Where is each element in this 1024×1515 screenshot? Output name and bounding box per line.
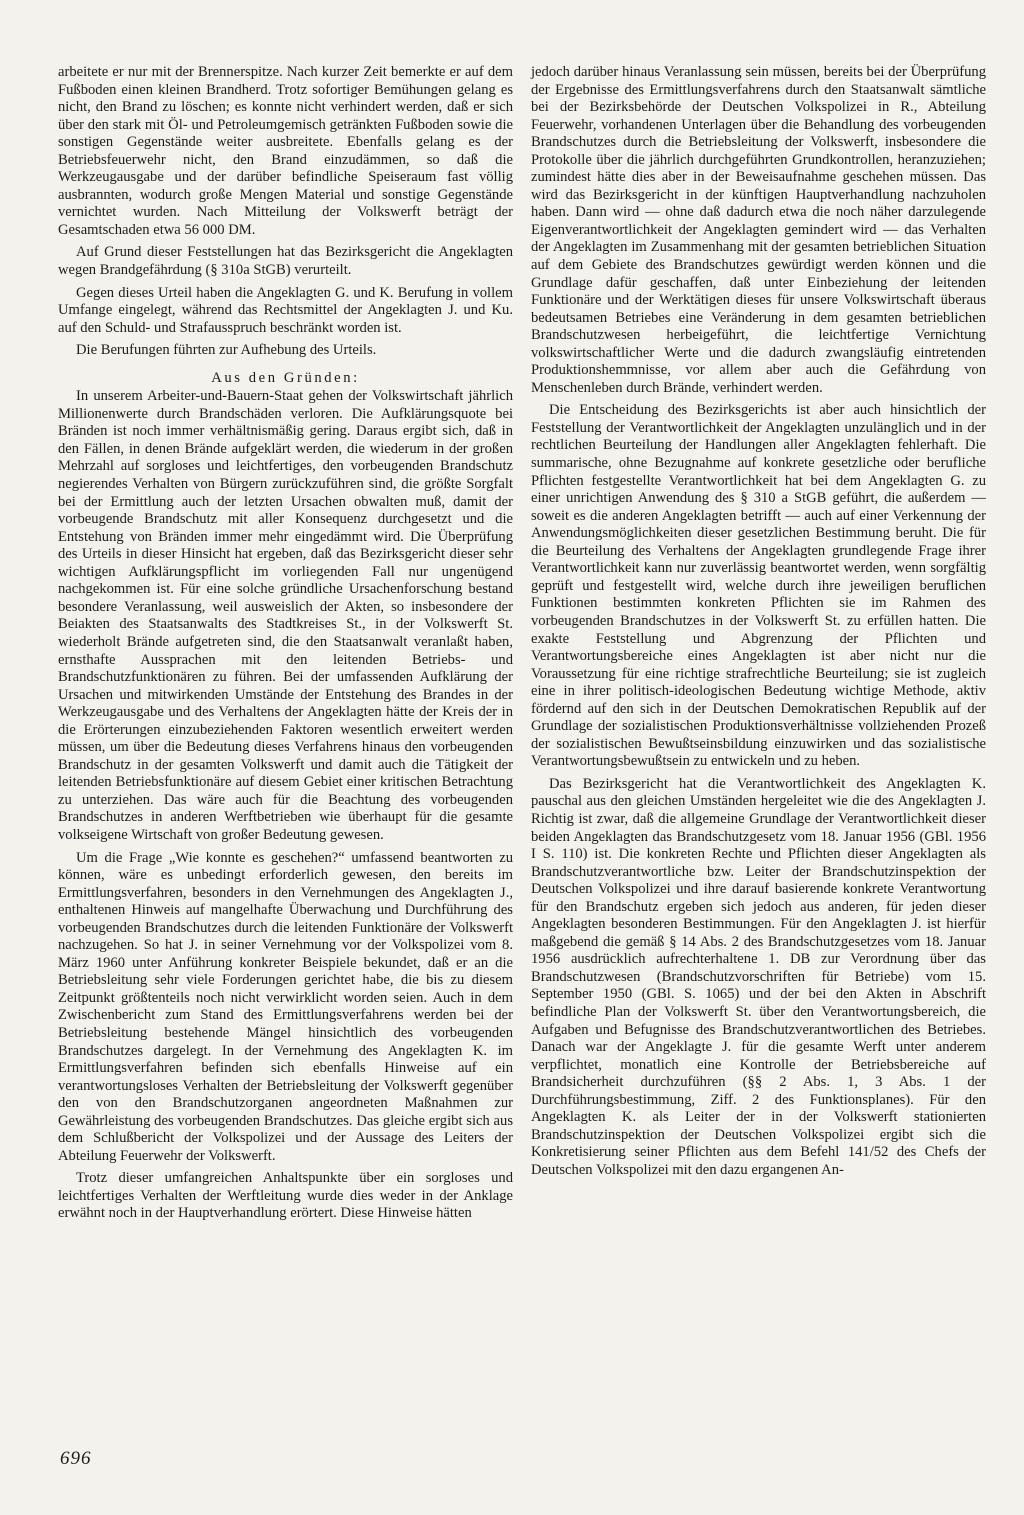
paragraph: Die Entscheidung des Bezirksgerichts ist aber auch hinsichtlich der Feststellung der Verantwortlichkeit der Angeklagten unzulänglich und in der rechtlichen Beurteilung der Handlungen aller Angeklagten fehlerhaft. Die summarische, ohne Bezugnahme auf konkrete gesetzliche oder berufliche Pflichten festgestellte Verantwortlichkeit hat bei dem Angeklagten G. zu einer unrichtigen Anwendung des § 310 a StGB geführt, die außerdem — soweit es die anderen Angeklagten betrifft — auch auf einer Verkennung der Anwendungsmöglichkeiten dieser gesetzlichen Bestimmung beruht. Die für die Beurteilung des Verhaltens der Angeklagten grundlegende Frage ihrer Verantwortlichkeit kann nur zuverlässig beantwortet werden, wenn sorgfältig geprüft und festgestellt wird, welche durch ihre jeweiligen beruflichen Funktionen bestimmten konkreten Pflichten sie im Rahmen des vorbeugenden Brandschutzes in der Volkswerft St. zu erfüllen hatten. Die exakte Feststellung und Abgrenzung der Pflichten und Verantwortungsbereiche eines Angeklagten ist aber nicht nur die Voraussetzung für eine richtige strafrechtliche Beurteilung; sie ist zugleich eine in ihrer politisch-ideologischen Bedeutung wichtige Methode, aktiv fördernd auf den sich in der Deutschen Demokratischen Republik auf der Grundlage der sozialistischen Produktionsverhältnisse vollziehenden Prozeß der sozialistischen Bewußtseinsbildung einzuwirken und das sozialistische Verantwortungsbewußtsein zu entwickeln und zu heben. bbox=[531, 402, 986, 770]
section-heading: Aus den Gründen: bbox=[211, 369, 360, 386]
paragraph: arbeitete er nur mit der Brennerspitze. Nach kurzer Zeit bemerkte er auf dem Fußboden einen kleinen Brandherd. Trotz sofortiger Bemühungen gelang es nicht, den Brand zu löschen; es konnte nicht verhindert werden, daß er sich über den stark mit Öl- und Petroleumgemisch getränkten Fußboden sowie die sonstigen Gegenstände weiter ausbreitete. Ebenfalls gelang es der Betriebsfeuerwehr nicht, den Brand einzudämmen, so daß die Werkzeugausgabe und der darüber befindliche Speiseraum fast völlig ausbrannten, wodurch große Mengen Material und sonstige Gegenstände vernichtet wurden. Nach Mitteilung der Volkswerft beträgt der Gesamtschaden etwa 56 000 DM. bbox=[58, 64, 513, 238]
paragraph: Trotz dieser umfangreichen Anhaltspunkte über ein sorgloses und leichtfertiges Verhalten der Werftleitung wurde dies weder in der Anklage erwähnt noch in der Hauptverhandlung erörtert. Diese Hinweise hätten bbox=[58, 1170, 513, 1222]
paragraph: Das Bezirksgericht hat die Verantwortlichkeit des Angeklagten K. pauschal aus den gleichen Umständen hergeleitet wie die des Angeklagten J. Richtig ist zwar, daß die allgemeine Grundlage der Verantwortlichkeit dieser beiden Angeklagten das Brandschutzgesetz vom 18. Januar 1956 (GBl. 1956 I S. 110) ist. Die konkreten Rechte und Pflichten dieser Angeklagten als Brandschutzverantwortliche bzw. Leiter der Brandschutzinspektion der Deutschen Volkspolizei und ihre darauf basierende konkrete Verantwortung für den Brandschutz ergeben sich jedoch aus anderen, für jeden dieser Angeklagten besonderen Bestimmungen. Für den Angeklagten J. ist hierfür maßgebend die gemäß § 14 Abs. 2 des Brandschutzgesetzes vom 18. Januar 1956 ausdrücklich aufrechterhaltene 1. DB zur Verordnung über das Brandschutzwesen (Brandschutzvorschriften für Betriebe) vom 15. September 1950 (GBl. S. 1065) und der bei den Akten in Abschrift befindliche Plan der Volkswerft St. über den Verantwortungsbereich, die Aufgaben und Befugnisse des Brandschutzverantwortlichen des Betriebes. Danach war der Angeklagte J. für die gesamte Werft unter anderem verpflichtet, monatlich eine Kontrolle der Betriebsbereiche auf Brandsicherheit durchzuführen (§§ 2 Abs. 1, 3 Abs. 1 der Durchführungsbestimmung, Ziff. 2 des Funktionsplanes). Für den Angeklagten K. als Leiter der in der Volkswerft stationierten Brandschutzinspektion der Deutschen Volkspolizei ergibt sich die Konkretisierung seiner Pflichten aus dem Befehl 141/52 des Chefs der Deutschen Volkspolizei mit den dazu ergangenen An- bbox=[531, 775, 986, 1178]
page-number: 696 bbox=[60, 1448, 92, 1469]
paragraph: In unserem Arbeiter-und-Bauern-Staat gehen der Volkswirtschaft jährlich Millionenwerte durch Brandschäden verloren. Die Aufklärungsquote bei Bränden ist noch immer verhältnismäßig gering. Daraus ergibt sich, daß in den Fällen, in denen Brände aufgeklärt werden, die wiederum in der großen Mehrzahl auf sorgloses und leichtfertiges, den vorbeugenden Brandschutz negierendes Verhalten von Bürgern zurückzuführen sind, die größte Sorgfalt bei der Ermittlung auch der letzten Ursachen obwalten muß, damit der vorbeugende Brandschutz mit aller Konsequenz durchgesetzt und die Entstehung von Bränden immer mehr eingedämmt wird. Die Überprüfung des Urteils in dieser Hinsicht hat ergeben, daß das Bezirksgericht dieser sehr wichtigen Aufklärungspflicht im vorliegenden Fall nur ungenügend nachgekommen ist. Für eine solche gründliche Ursachenforschung bestand besondere Veranlassung, weil ausweislich der Akten, so insbesondere der Beiakten des Staatsanwalts des Stadtkreises St., in der Volkswerft St. wiederholt Brände aufgetreten sind, die den Staatsanwalt veranlaßt haben, ernsthafte Aussprachen mit den leitenden Betriebs- und Brandschutzfunktionären zu führen. Bei der umfassenden Aufklärung der Ursachen und mitwirkenden Umstände der Entstehung des Brandes in der Werkzeugausgabe und des Verhaltens der Angeklagten hätte der Kreis der in die Erörterungen einzubeziehenden Faktoren wesentlich erweitert werden müssen, um über die Bedeutung dieses Verfahrens hinaus den vorbeugenden Brandschutz in der gesamten Volkswerft und damit auch die Tätigkeit der leitenden Betriebsfunktionäre auf diesem Gebiet einer kritischen Betrachtung zu unterziehen. Das wäre auch für die Beachtung des vorbeugenden Brandschutzes in anderen Werftbetrieben wie überhaupt für die gesamte volkseigene Wirtschaft von großer Bedeutung gewesen. bbox=[58, 388, 513, 843]
paragraph: Gegen dieses Urteil haben die Angeklagten G. und K. Berufung in vollem Umfange eingelegt, während das Rechtsmittel der Angeklagten J. und Ku. auf den Schuld- und Strafausspruch beschränkt worden ist. bbox=[58, 284, 513, 336]
left-column bbox=[58, 64, 513, 1223]
paragraph: jedoch darüber hinaus Veranlassung sein müssen, bereits bei der Überprüfung der Ergebnisse des Ermittlungsverfahrens durch den Staatsanwalt sämtliche bei der Bezirksbehörde der Deutschen Volkspolizei in R., Abteilung Feuerwehr, vorhandenen Unterlagen über die Behandlung des vorbeugenden Brandschutzes durch die Betriebsleitung der Volkswerft, insbesondere die Protokolle über die jährlich durchgeführten Grundkontrollen, heranzuziehen; zumindest hätte dies aber in der Beweisaufnahme geschehen müssen. Das wird das Bezirksgericht in der künftigen Hauptverhandlung nachzuholen haben. Dann wird — ohne daß dadurch etwa die noch näher darzulegende Eigenverantwortlichkeit der Angeklagten gemindert wird — das Verhalten der Angeklagten im Zusammenhang mit der gesamten betrieblichen Situation auf dem Gebiete des Brandschutzes gewürdigt werden können und die Grundlage dafür geschaffen, daß unter Einbeziehung der leitenden Funktionäre und der Werktätigen dieses für unsere Volkswirtschaft überaus bedeutsamen Betriebes eine Veränderung in dem gesamten betrieblichen Brandschutzwesen herbeigeführt, die leichtfertige Vernichtung volkswirtschaftlicher Werte und die dadurch zwangsläufig eintretenden Produktionshemmnisse, vor allem aber auch die Gefährdung von Menschenleben durch Brände, verhindert werden. bbox=[531, 64, 986, 396]
paragraph: Auf Grund dieser Feststellungen hat das Bezirksgericht die Angeklagten wegen Brandgefährdung (§ 310a StGB) verurteilt. bbox=[58, 244, 513, 279]
paragraph: Die Berufungen führten zur Aufhebung des Urteils. bbox=[76, 342, 377, 359]
paragraph: Um die Frage „Wie konnte es geschehen?“ umfassend beantworten zu können, wäre es unbedingt erforderlich gewesen, den bereits im Ermittlungsverfahren, besonders in den Vernehmungen des Angeklagten J., enthaltenen Hinweis auf mangelhafte Überwachung und Durchführung des vorbeugenden Brandschutzes durch die leitenden Funktionäre der Volkswerft nachzugehen. So hat J. in seiner Vernehmung vor der Volkspolizei vom 8. März 1960 unter Anführung konkreter Beispiele bekundet, daß er an die Betriebsleitung sehr viele Forderungen gerichtet habe, die bis zu diesem Zeitpunkt größtenteils noch nicht verwirklicht worden seien. Auch in dem Zwischenbericht zum Stand des Ermittlungsverfahrens werden bei der Betriebsleitung bestehende Mängel hinsichtlich des vorbeugenden Brandschutzes dargelegt. In der Vernehmung des Angeklagten K. im Ermittlungsverfahren befinden sich ebenfalls Hinweise auf ein verantwortungsloses Verhalten der Betriebsleitung der Volkswerft gegenüber den von den Brandschutzorganen angeordneten Maßnahmen zur Gewährleistung des vorbeugenden Brandschutzes. Das gleiche ergibt sich aus dem Schlußbericht der Volkspolizei und der Aussage des Leiters der Abteilung Feuerwehr der Volkswerft. bbox=[58, 849, 513, 1164]
right-column bbox=[531, 64, 986, 1179]
